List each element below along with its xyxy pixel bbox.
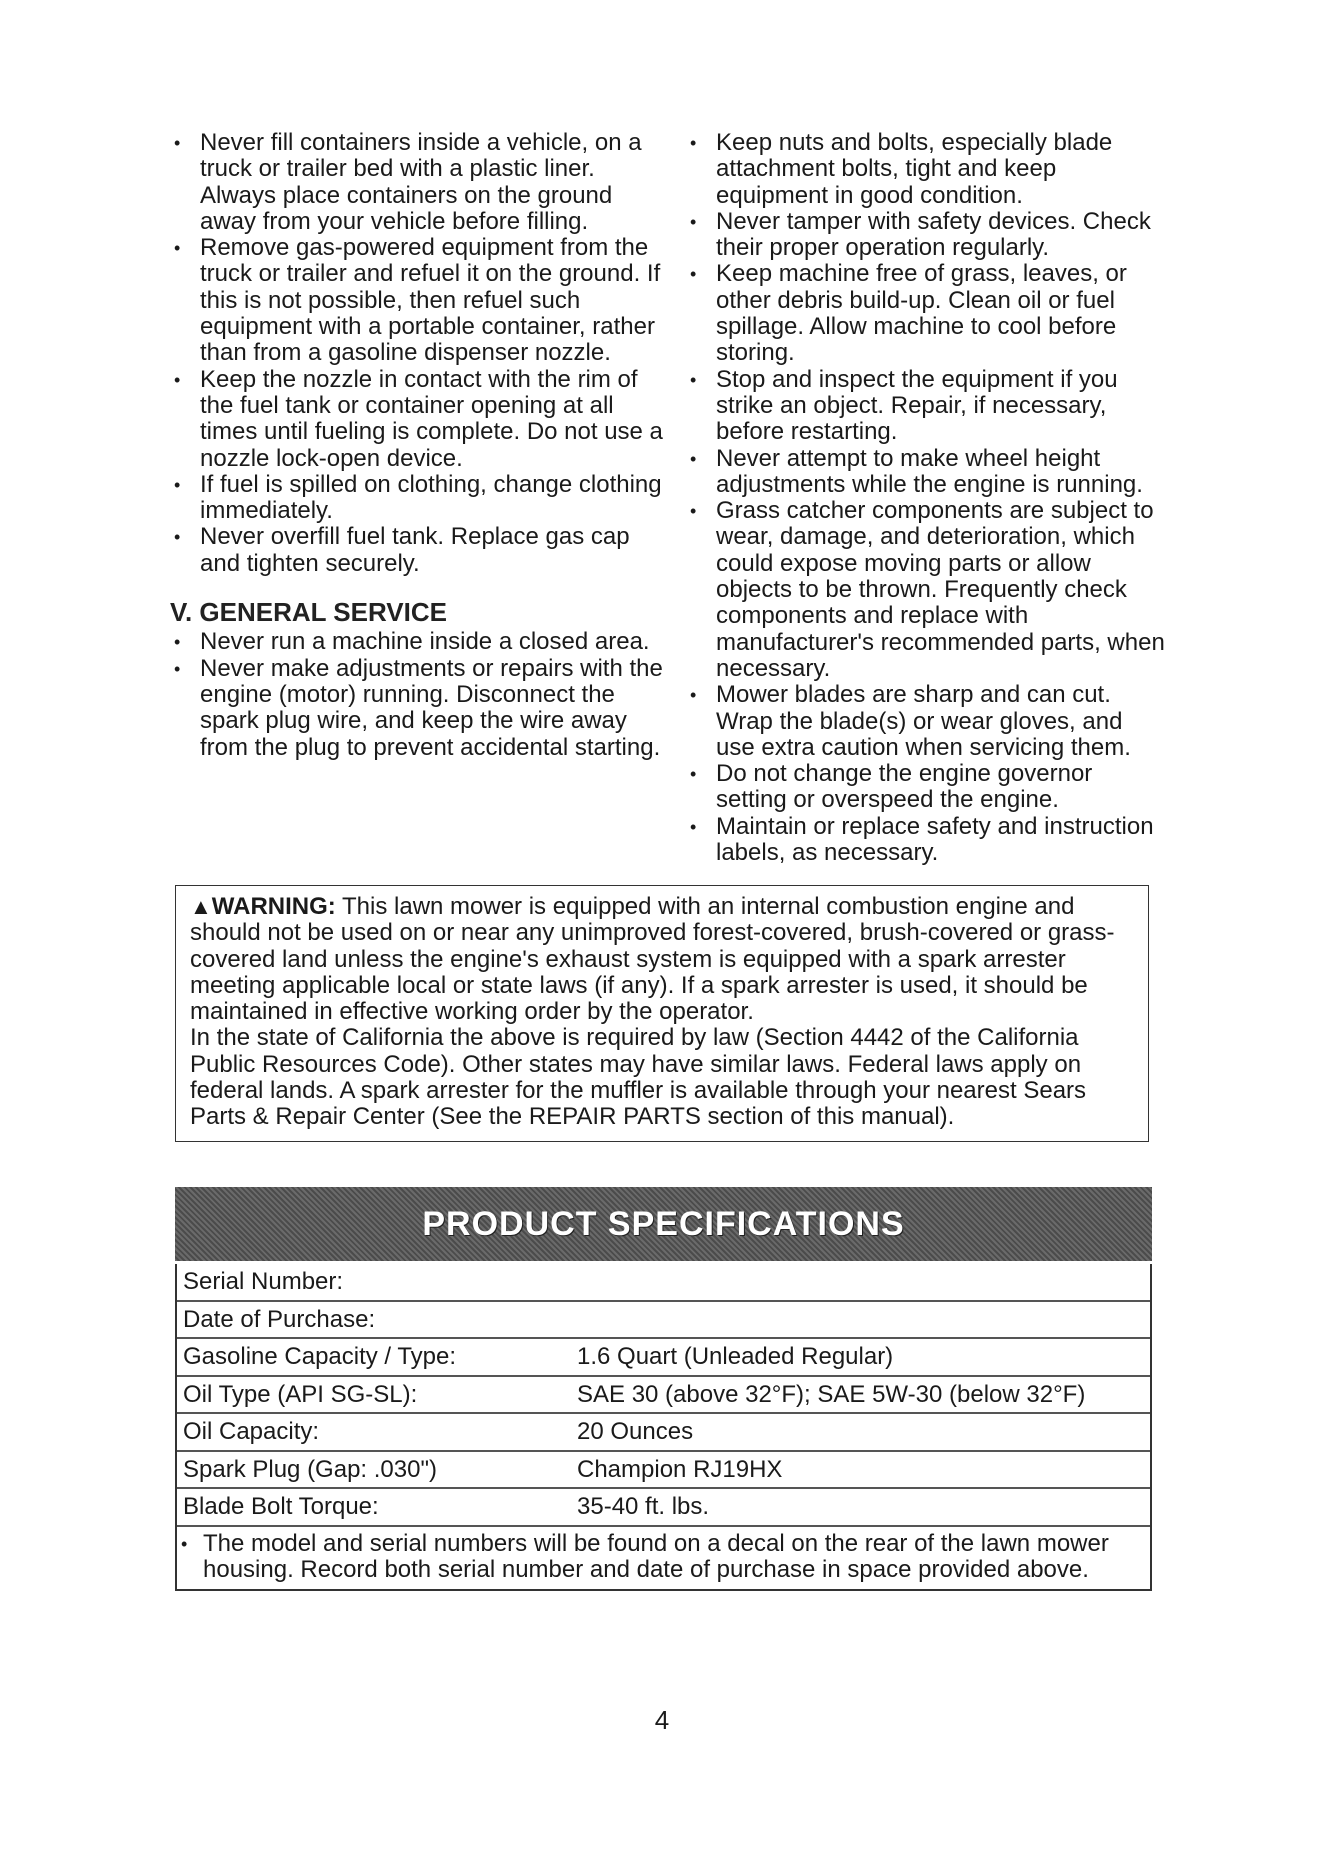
spec-value: SAE 30 (above 32°F); SAE 5W-30 (below 32°F) <box>577 1380 1086 1408</box>
table-row <box>177 1452 1150 1490</box>
warning-text: This lawn mower is equipped with an internal combustion engine and should not be used on or near any unimproved forest-covered, brush-covered or grass-covered land unless the engine's exhaust system is equipped with a spark arrester meeting applicable local or state laws (if any). If a spark arrester is used, it should be maintained in effective working order by the operator. <box>190 893 1115 1026</box>
bullet-icon: • <box>174 658 181 679</box>
list-item: • Never attempt to make wheel height adjustments while the engine is running. <box>690 444 1143 498</box>
list-item: • Never make adjustments or repairs with the engine (motor) running. Disconnect the spark plug wire, and keep the wire away from the plug to prevent accidental starting. <box>174 654 663 761</box>
bullet-icon: • <box>690 816 697 837</box>
bullet-icon: • <box>174 474 181 495</box>
bullet-icon: • <box>690 211 697 232</box>
list-item: • Never fill containers inside a vehicle, on a truck or trailer bed with a plastic liner. Always place containers on the ground away from your vehicle before filling. <box>174 129 642 235</box>
specs-header <box>175 1187 1152 1261</box>
spec-value: 35-40 ft. lbs. <box>577 1493 710 1520</box>
table-row <box>177 1489 1150 1527</box>
bullet-icon: • <box>690 685 697 706</box>
list-item: • Remove gas-powered equipment from the truck or trailer and refuel it on the ground. If this is not possible, then refuel such equipment with a portable container, rather than from a gasoline dispenser nozzle. <box>174 234 661 367</box>
bullet-icon: • <box>174 369 181 390</box>
spec-label: Oil Type (API SG-SL): <box>183 1380 418 1408</box>
list-item: • If fuel is spilled on clothing, change clothing immediately. <box>174 470 662 525</box>
list-item: • Mower blades are sharp and can cut. Wrap the blade(s) or wear gloves, and use extra caution when servicing them. <box>690 681 1131 761</box>
list-item: • Stop and inspect the equipment if you strike an object. Repair, if necessary, before restarting. <box>690 365 1118 446</box>
table-row <box>177 1264 1150 1302</box>
left-column <box>170 130 670 761</box>
spec-note-text: The model and serial numbers will be found on a decal on the rear of the lawn mower housing. Record both serial number and date of purchase in space provided above. <box>203 1529 1109 1583</box>
warning-label: WARNING: <box>211 893 336 920</box>
spec-note <box>177 1527 1150 1592</box>
bullet-icon: • <box>690 369 697 390</box>
bullet-icon: • <box>181 1533 188 1554</box>
list-item: • Keep the nozzle in contact with the rim of the fuel tank or container opening at all times until fueling is complete. Do not use a nozzle lock-open device. <box>174 365 663 472</box>
bullet-icon: • <box>174 133 181 153</box>
spec-label: Serial Number: <box>183 1268 344 1295</box>
bullet-icon: • <box>174 238 181 259</box>
table-row <box>177 1414 1150 1452</box>
spec-label: Blade Bolt Torque: <box>183 1493 379 1520</box>
specs-table <box>175 1264 1152 1591</box>
list-item: • Never overfill fuel tank. Replace gas cap and tighten securely. <box>174 523 630 577</box>
bullet-icon: • <box>174 527 181 548</box>
spec-value: Champion RJ19HX <box>577 1455 783 1483</box>
list-item: • Keep nuts and bolts, especially blade attachment bolts, tight and keep equipment in good condition. <box>690 129 1113 209</box>
spec-value: 20 Ounces <box>577 1418 694 1445</box>
list-item: • Keep machine free of grass, leaves, or other debris build-up. Clean oil or fuel spillage. Allow machine to cool before storing. <box>690 260 1127 367</box>
page-number: 4 <box>654 1705 670 1735</box>
bullet-icon: • <box>690 764 697 785</box>
table-row <box>177 1377 1150 1415</box>
list-item: • Maintain or replace safety and instruction labels, as necessary. <box>690 812 1154 867</box>
bullet-icon: • <box>690 501 697 522</box>
warning-text-california: In the state of California the above is required by law (Section 4442 of the California Public Resources Code). Other states may have similar laws. Federal laws apply on federal lands. A spark arrester for the muffler is available through your nearest Sears Parts & Repair Center (See the REPAIR PARTS section of this manual). <box>190 1024 1087 1131</box>
bullet-icon: • <box>690 264 697 285</box>
fueling-bullet-list <box>170 130 670 577</box>
table-row <box>177 1302 1150 1340</box>
section-heading: V. GENERAL SERVICE <box>170 597 447 628</box>
warning-triangle-icon: ▲ <box>190 894 212 919</box>
list-item: • Do not change the engine governor setting or overspeed the engine. <box>690 760 1093 814</box>
bullet-icon: • <box>174 632 181 653</box>
specs-title: PRODUCT SPECIFICATIONS <box>422 1204 905 1243</box>
spec-label: Oil Capacity: <box>183 1418 320 1445</box>
spec-label: Gasoline Capacity / Type: <box>183 1343 457 1370</box>
spec-label: Date of Purchase: <box>183 1305 376 1333</box>
bullet-icon: • <box>690 448 697 469</box>
warning-box <box>175 885 1149 1142</box>
general-service-bullet-list <box>170 629 670 760</box>
list-item: • Never tamper with safety devices. Check their proper operation regularly. <box>690 207 1151 262</box>
service-bullet-list <box>686 130 1166 866</box>
spec-label: Spark Plug (Gap: .030") <box>183 1455 437 1483</box>
table-row <box>177 1339 1150 1377</box>
bullet-icon: • <box>690 133 697 153</box>
right-column <box>686 130 1166 866</box>
list-item: • Grass catcher components are subject to wear, damage, and deterioration, which could expose moving parts or allow objects to be thrown. Frequently check components and replace with manufacturer's recommended parts, when necessary. <box>690 497 1165 682</box>
list-item: • Never run a machine inside a closed area. <box>174 628 650 656</box>
spec-value: 1.6 Quart (Unleaded Regular) <box>577 1343 894 1370</box>
